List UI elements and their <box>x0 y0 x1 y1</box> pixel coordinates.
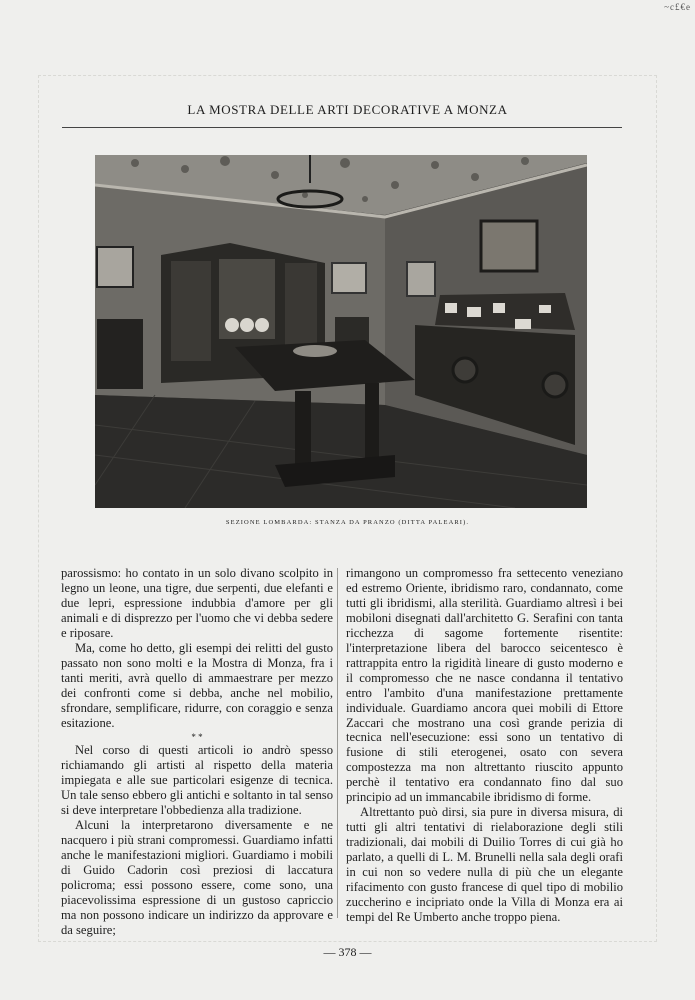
paragraph: Altrettanto può dirsi, sia pure in diversa misura, di tutti gli altri tentativi di rielaborazione degli stili tradizionali, dai mobili di Duilio Torres di cui già ho parlato, a quelli di L. M. Brunelli nella sala degli orafi in cui non so vedere nulla di più che un elegante rifacimento con gusto francese di quel tipo di mobilio zuccherino e incipriato onde la Villa di Monza era ai tempi del Re Umberto anche troppo piena. <box>346 805 623 924</box>
paragraph: Ma, come ho detto, gli esempi dei relitti del gusto passato non sono molti e la Mostra di Monza, fra i tanti meriti, avrà quello di ammaestrare per mezzo dei confronti come si debba, anche nel mobilio, sfrondare, semplificare, ridurre, con coraggio e senza esitazione. <box>61 640 333 730</box>
text-column-left <box>61 566 333 938</box>
paragraph: Alcuni la interpretarono diversamente e ne nacquero i più strani compromessi. Guardiamo infatti anche le manifestazioni migliori. Guardiamo i mobili di Guido Cadorin così preziosi di laccatura policroma; essi possono essere, come sono, una piacevolissima espressione di un gustoso capriccio ma non possono indicare un indirizzo da approvare e da seguire; <box>61 818 333 937</box>
paragraph: Nel corso di questi articoli io andrò spesso richiamando gli artisti al rispetto della materia impiegata e alle sue particolari esigenze di tecnica. Un tale senso ebbero gli antichi e soltanto in tal senso si deve interpretare l'obbedienza alla tradizione. <box>61 743 333 818</box>
column-divider <box>337 568 338 918</box>
running-header: LA MOSTRA DELLE ARTI DECORATIVE A MONZA <box>187 102 508 117</box>
figure-caption: SEZIONE LOMBARDA: STANZA DA PRANZO (DITTA PALEARI). <box>225 519 470 526</box>
text-column-right <box>346 566 623 925</box>
header-rule <box>62 127 622 128</box>
paragraph: rimangono un compromesso fra settecento veneziano ed estremo Oriente, ibridismo raro, condannato, come tutti gli ibridismi, alla sterilità. Guardiamo altresì i bei mobiloni disegnati dall'architetto G. Serafini con tanta ricchezza di sagome fortemente risentite: l'interpretazione libera del barocco seicentesco è rattrappita entro la rigidità lineare di gusto moderno e il compromesso che ne nasce condanna il tentativo entro l'ambito d'una manifestazione prettamente individuale. Guardiamo ancora quei mobili di Ettore Zaccari che mostrano una così grande perizia di tecnica nell'esecuzione: essi sono un tentativo di fusione di stili eterogenei, osato con severa compostezza ma non altrettanto riuscito appunto perchè il tentativo era condannato fino dal suo principio ad un immancabile ibridismo di forme. <box>346 566 623 805</box>
page-number: — 378 — <box>323 945 372 959</box>
dining-room-photograph <box>95 155 587 508</box>
section-separator: * * <box>191 732 203 743</box>
corner-mark: ~c£€e <box>664 2 691 12</box>
paragraph: parossismo: ho contato in un solo divano scolpito in legno un leone, una tigre, due serpenti, due elefanti e due lepri, espressione indubbia d'amore per gli animali e di disprezzo per l'uomo che vi debba sedere e riposare. <box>61 566 333 640</box>
